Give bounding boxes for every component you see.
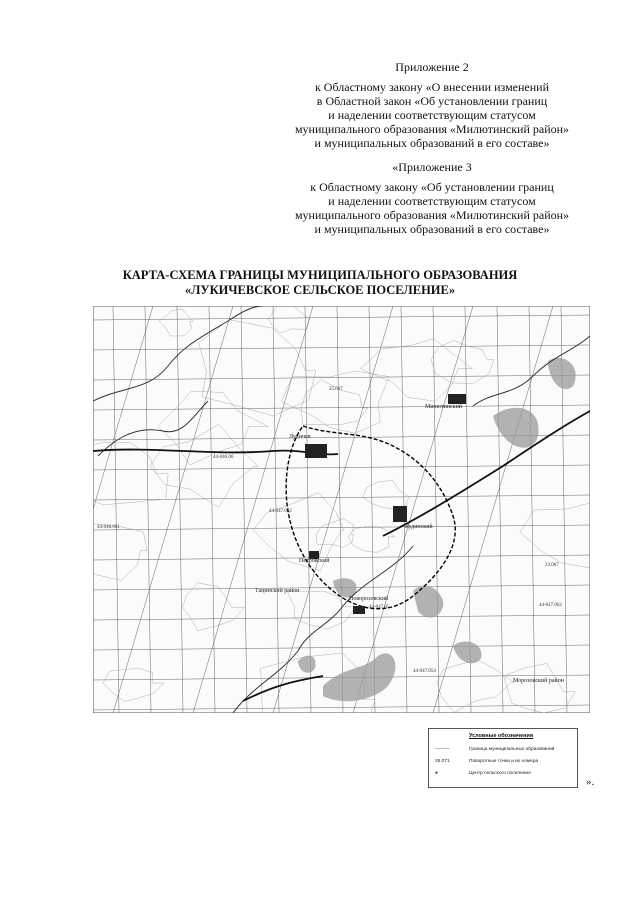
map-label: Лукичев xyxy=(289,434,311,440)
closing-quote: ». xyxy=(586,776,595,788)
appendix-3-line: и муниципальных образований в его составе» xyxy=(314,222,550,236)
legend-boundary-text: Граница муниципальных образований xyxy=(469,747,555,752)
appendix-3-line: к Областному закону «Об установлении границ xyxy=(310,180,554,194)
appendix-2-line: и наделении соответствующим статусом xyxy=(328,108,536,122)
boundary-point-label: 44-047.05 xyxy=(369,605,390,610)
map-title-line-2: «ЛУКИЧЕВСКОЕ СЕЛЬСКОЕ ПОСЕЛЕНИЕ» xyxy=(184,283,456,297)
appendix-3-line: «Приложение 3 xyxy=(392,160,472,174)
appendix-3-line: и наделении соответствующим статусом xyxy=(328,194,536,208)
map-legend xyxy=(428,728,578,788)
boundary-point-label: 44-047.054 xyxy=(413,669,436,674)
map-label: Милютинский xyxy=(425,404,462,410)
boundary-point-label: 23.067 xyxy=(545,563,559,568)
boundary-point-label: 44-047.052 xyxy=(269,509,292,514)
appendix-2-line: Приложение 2 xyxy=(395,60,469,74)
legend-boundary-symbol: ——— xyxy=(435,747,450,752)
map-label: Кудинский xyxy=(405,524,433,530)
legend-points-symbol: 25.071 xyxy=(435,759,450,764)
topographic-map xyxy=(93,306,590,713)
appendix-2-line: к Областному закону «О внесении изменений xyxy=(314,80,550,94)
map-label: Морозовский район xyxy=(513,678,564,684)
legend-points-text: Поворотные точки и их номера xyxy=(469,759,539,764)
map-label: Петровский xyxy=(299,558,330,564)
map-title-line-1: КАРТА-СХЕМА ГРАНИЦЫ МУНИЦИПАЛЬНОГО ОБРАЗОВАНИЯ xyxy=(122,268,518,282)
appendix-3-header xyxy=(272,160,592,236)
appendix-2-line: муниципального образования «Милютинский район» xyxy=(294,122,570,136)
legend-title: Условные обозначения xyxy=(469,733,534,739)
appendix-3-line: муниципального образования «Милютинский район» xyxy=(294,208,570,222)
boundary-point-label: 44-046.06 xyxy=(213,455,234,460)
appendix-2-header xyxy=(272,60,592,150)
boundary-point-label: 44-046.061 xyxy=(97,525,120,530)
appendix-2-line: в Областной закон «Об установлении границ xyxy=(316,94,548,108)
settlement-center-icon: ● xyxy=(435,771,438,776)
map-label: Тацинский район xyxy=(255,588,300,594)
legend-center-text: Центр сельского поселения xyxy=(469,771,531,776)
boundary-point-label: 25.067 xyxy=(329,387,343,392)
map-label: Новорозовский xyxy=(349,596,389,602)
boundary-point-label: 44-047.062 xyxy=(539,603,562,608)
appendix-2-line: и муниципальных образований в его составе» xyxy=(314,136,550,150)
